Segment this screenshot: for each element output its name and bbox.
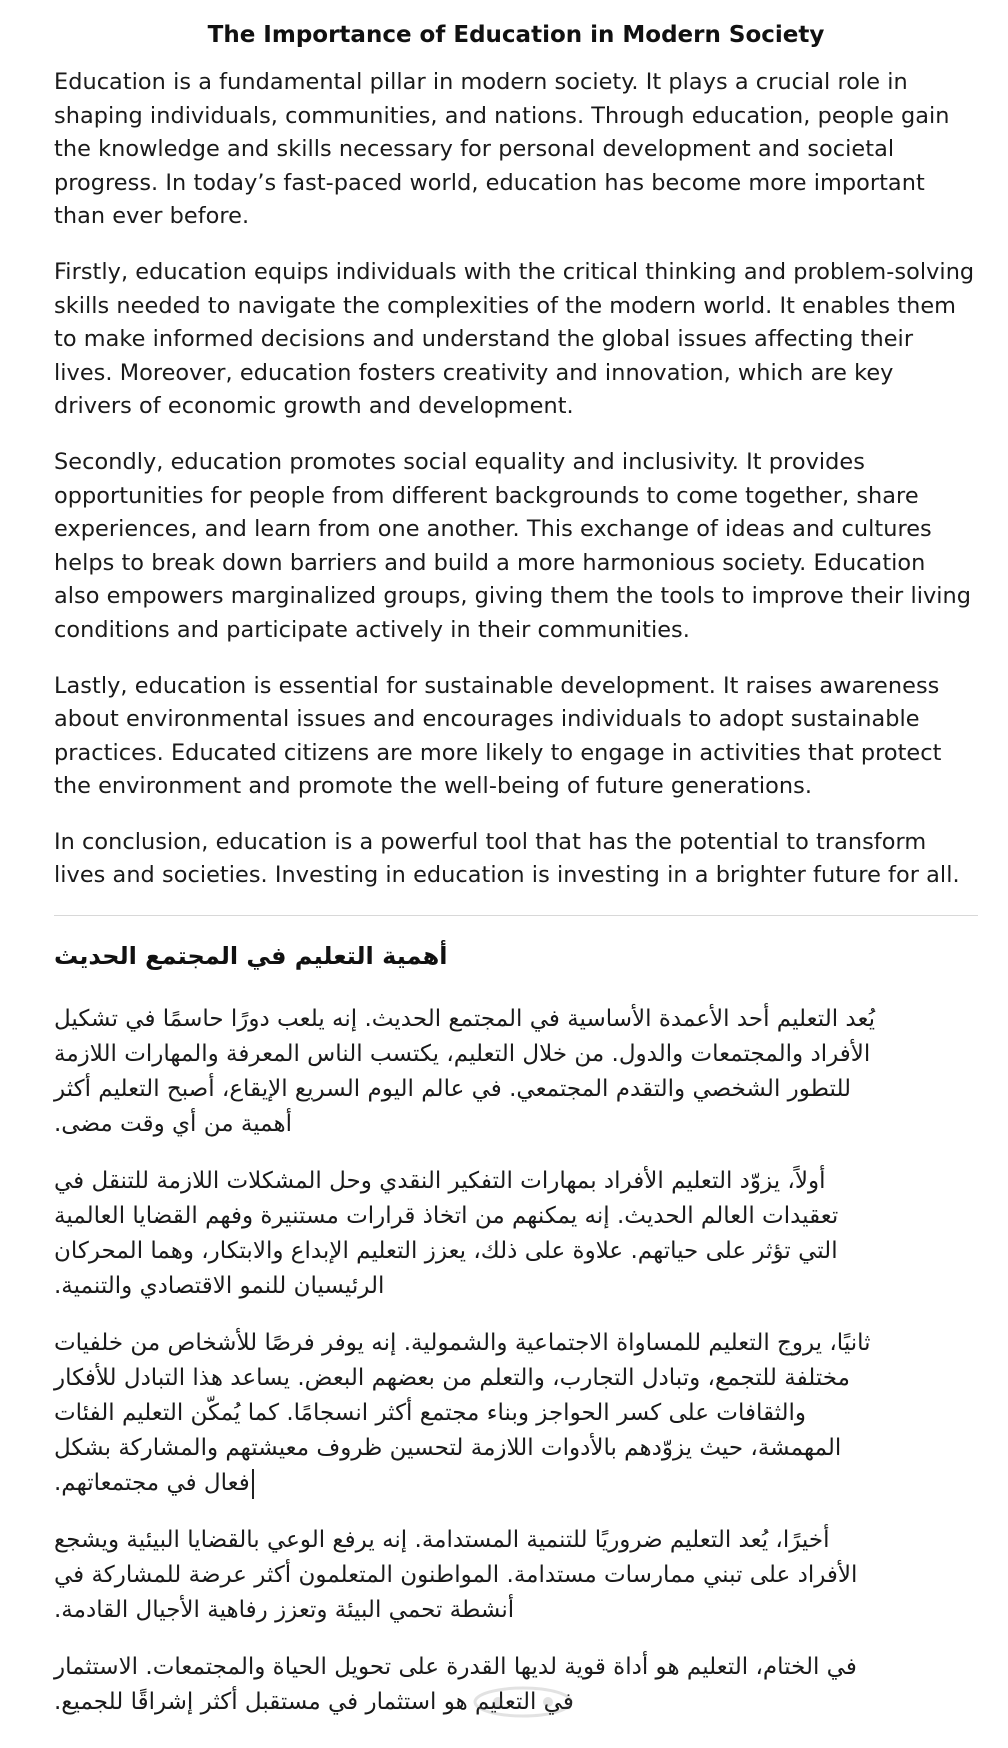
arabic-line: أولاً، يزوّد التعليم الأفراد بمهارات التفكير النقدي وحل المشكلات اللازمة للتنقل في [54,1168,826,1195]
arabic-line: أخيرًا، يُعد التعليم ضروريًا للتنمية المستدامة. إنه يرفع الوعي بالقضايا البيئية ويشجع [54,1527,830,1554]
arabic-line: التي تؤثر على حياتهم. علاوة على ذلك، يعزز التعليم الإبداع والابتكار، وهما المحركان [54,1238,838,1265]
arabic-line: الأفراد والمجتمعات والدول. من خلال التعليم، يكتسب الناس المعرفة والمهارات اللازمة [54,1041,871,1068]
english-paragraph-4: Lastly, education is essential for sustainable development. It raises awareness about environmental issues and encourages individuals to adopt sustainable practices. Educated citizens are more likely to engage in activities that protect the environment and promote the well-being of future generations. [54,672,942,800]
arabic-line: أنشطة تحمي البيئة وتعزز رفاهية الأجيال القادمة. [54,1597,515,1624]
arabic-paragraph-4[interactable] [54,1523,978,1628]
english-paragraph-1: Education is a fundamental pillar in modern society. It plays a crucial role in shaping individuals, communities, and nations. Through education, people gain the knowledge and skills necessary for personal development and societal progress. In today’s fast-paced world, education has become more important than ever before. [54,69,950,230]
english-title: The Importance of Education in Modern Society [207,22,825,48]
arabic-paragraph-1[interactable] [54,1002,978,1142]
arabic-line: ثانيًا، يروج التعليم للمساواة الاجتماعية والشمولية. إنه يوفر فرصًا للأشخاص من خلفيات [54,1330,871,1357]
arabic-line: الأفراد على تبني ممارسات مستدامة. المواطنون المتعلمون أكثر عرضة للمشاركة في [54,1562,858,1589]
english-paragraph-2: Firstly, education equips individuals with the critical thinking and problem-solving skills needed to navigate the complexities of the modern world. It enables them to make informed decisions and understand the global issues affecting their lives. Moreover, education fosters creativity and innovation, which are key drivers of economic growth and development. [54,258,975,420]
arabic-line: مختلفة للتجمع، وتبادل التجارب، والتعلم من بعضهم البعض. يساعد هذا التبادل للأفكار [54,1365,850,1392]
arabic-line: المهمشة، حيث يزوّدهم بالأدوات اللازمة لتحسين ظروف معيشتهم والمشاركة بشكل [54,1435,842,1462]
text-cursor-icon [252,1469,254,1499]
arabic-line: في الختام، التعليم هو أداة قوية لديها القدرة على تحويل الحياة والمجتمعات. الاستثمار [54,1654,857,1681]
watermark-logo [468,1682,578,1722]
arabic-line: والثقافات على كسر الحواجز وبناء مجتمع أكثر انسجامًا. كما يُمكّن التعليم الفئات [54,1400,807,1427]
arabic-line: يُعد التعليم أحد الأعمدة الأساسية في المجتمع الحديث. إنه يلعب دورًا حاسمًا في تشكيل [54,1006,875,1033]
arabic-line: في التعليم هو استثمار في مستقبل أكثر إشراقًا للجميع. [54,1689,574,1716]
arabic-paragraph-3[interactable] [54,1326,978,1501]
english-paragraph-5: In conclusion, education is a powerful tool that has the potential to transform lives and societies. Investing in education is investing in a brighter future for all. [54,828,960,889]
arabic-line: للتطور الشخصي والتقدم المجتمعي. في عالم اليوم السريع الإيقاع، أصبح التعليم أكثر [54,1076,852,1103]
arabic-line: أهمية من أي وقت مضى. [54,1111,292,1138]
arabic-title: أهمية التعليم في المجتمع الحديث [54,942,448,971]
arabic-line-text: فعال في مجتمعاتهم. [54,1470,250,1497]
document-page [54,18,978,1742]
english-paragraph-3: Secondly, education promotes social equality and inclusivity. It provides opportunities for people from different backgrounds to come together, share experiences, and learn from one another. This exchange of ideas and cultures helps to break down barriers and build a more harmonious society. Education also empowers marginalized groups, giving them the tools to improve their living conditions and participate actively in their communities. [54,448,972,643]
arabic-line: الرئيسيان للنمو الاقتصادي والتنمية. [54,1273,385,1300]
arabic-line-with-cursor [54,1466,978,1501]
section-divider [54,915,978,916]
arabic-line: تعقيدات العالم الحديث. إنه يمكنهم من اتخاذ قرارات مستنيرة وفهم القضايا العالمية [54,1203,839,1230]
arabic-paragraph-2[interactable] [54,1164,978,1304]
